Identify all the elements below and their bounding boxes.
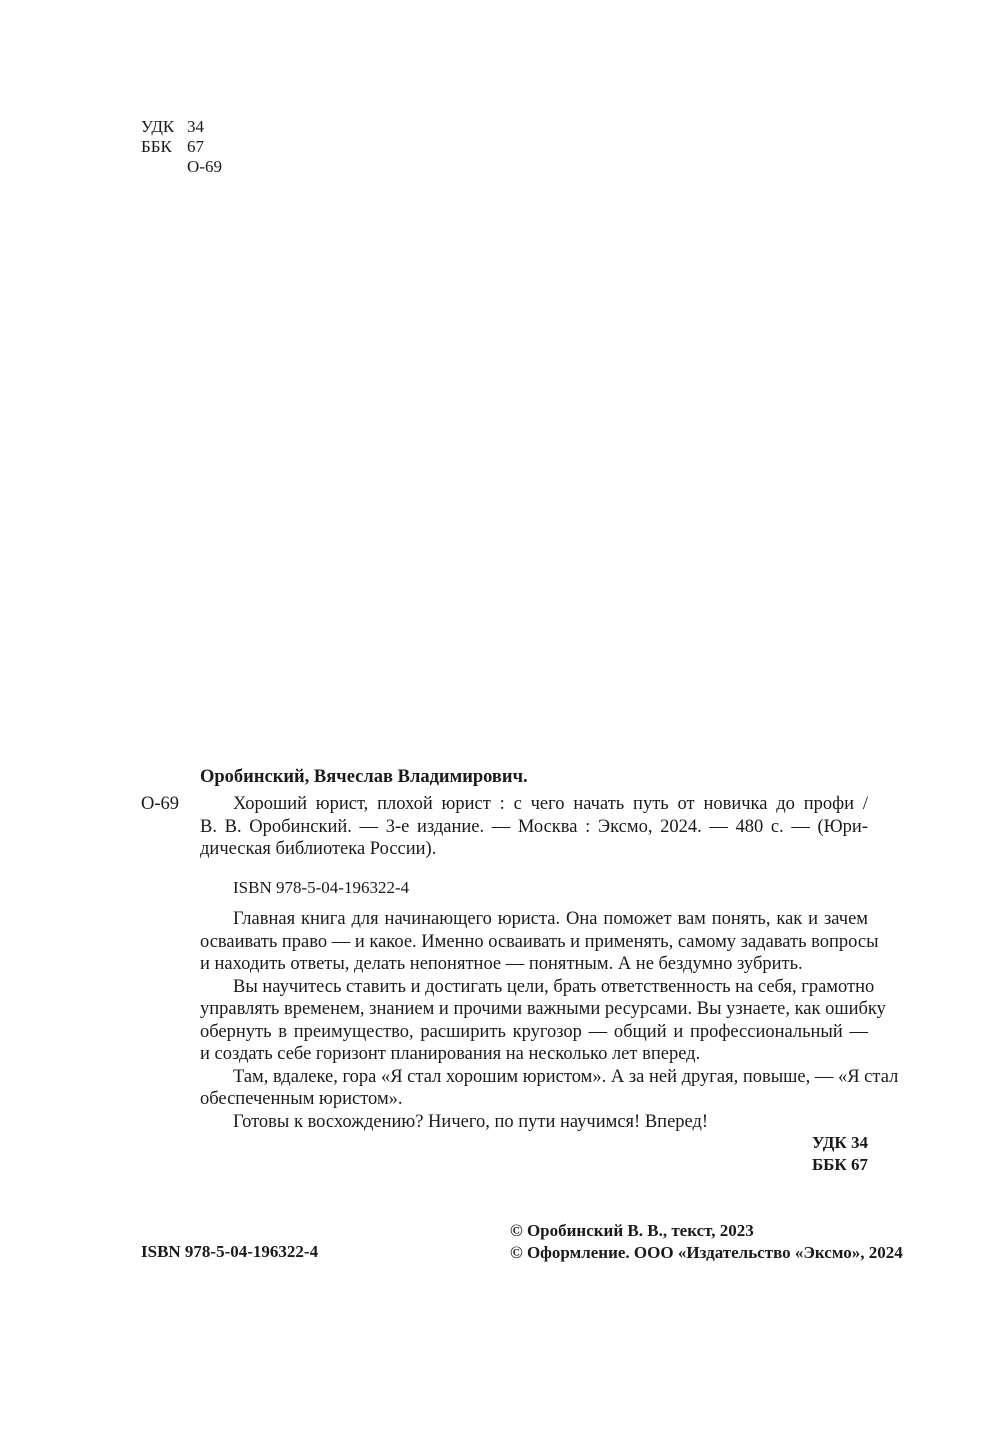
annotation-line: Главная книга для начинающего юриста. Она поможет вам понять, как и зачем <box>233 909 868 929</box>
annotation-line: управлять временем, знанием и прочими важными ресурсами. Вы узнаете, как ошибку <box>200 999 886 1019</box>
copyright-text: © Оробинский В. В., текст, 2023 <box>510 1221 754 1240</box>
author-heading: Оробинский, Вячеслав Владимирович. <box>200 767 528 787</box>
record-author-sign: О-69 <box>141 794 180 814</box>
bbk-label: ББК <box>141 137 172 156</box>
record-isbn: ISBN 978-5-04-196322-4 <box>233 878 410 897</box>
annotation-line: обернуть в преимущество, расширить кругозор — общий и профессиональный — <box>200 1021 868 1042</box>
udk-row <box>141 117 222 137</box>
copyright-design: © Оформление. ООО «Издательство «Эксмо», 2024 <box>510 1243 903 1262</box>
udk-code: УДК 34 <box>811 1133 868 1152</box>
annotation-line: Там, вдалеке, гора «Я стал хорошим юристом». А за ней другая, повыше, — «Я стал <box>233 1066 899 1087</box>
header-codes <box>141 117 222 177</box>
annotation-line: и создать себе горизонт планирования на несколько лет вперед. <box>200 1044 701 1064</box>
classification-block <box>600 1132 868 1176</box>
annotation <box>200 908 899 1133</box>
udk-label: УДК <box>141 117 175 136</box>
annotation-line: обеспеченным юристом». <box>200 1089 403 1109</box>
annotation-line: осваивать право — и какое. Именно осваивать и применять, самому задавать вопросы <box>200 931 879 952</box>
author-sign-row <box>141 157 222 177</box>
author-sign-header: О-69 <box>187 157 222 176</box>
title-line: дическая библиотека России). <box>200 839 437 859</box>
copyright-block <box>510 1220 903 1264</box>
annotation-line: Вы научитесь ставить и достигать цели, брать ответственность на себя, грамотно <box>233 976 875 997</box>
record-title <box>200 793 868 861</box>
annotation-line: и находить ответы, делать непонятное — понятным. А не бездумно зубрить. <box>200 954 803 974</box>
bbk-row <box>141 137 222 157</box>
udk-value: 34 <box>187 117 204 136</box>
title-line: В. В. Оробинский. — 3-е издание. — Москва : Эксмо, 2024. — 480 с. — (Юри- <box>200 816 868 837</box>
title-line: Хороший юрист, плохой юрист : с чего начать путь от новичка до профи / <box>233 794 868 814</box>
bbk-code: ББК 67 <box>811 1155 868 1174</box>
bbk-value: 67 <box>187 137 204 156</box>
footer-isbn: ISBN 978-5-04-196322-4 <box>141 1242 319 1261</box>
annotation-line: Готовы к восхождению? Ничего, по пути научимся! Вперед! <box>233 1111 709 1132</box>
